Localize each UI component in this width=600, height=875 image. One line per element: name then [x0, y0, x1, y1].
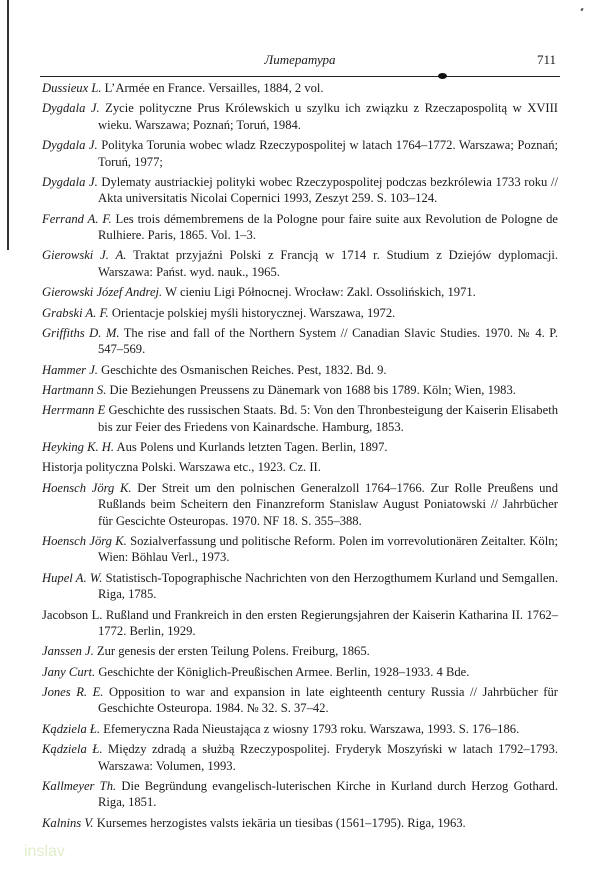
entry-author: Griffiths D. M. — [42, 325, 120, 340]
scan-edge-line — [7, 0, 9, 250]
entry-author: Gierowski J. A. — [42, 248, 127, 263]
bibliography-entry — [42, 100, 558, 133]
bibliography-entry — [42, 741, 558, 774]
entry-author: Gierowski Józef Andrej. — [42, 285, 163, 300]
entry-author: Herrmann E — [42, 403, 106, 418]
entry-text: L’Armée en France. Versailles, 1884, 2 vol. — [101, 81, 324, 95]
entry-text: Der Streit um den polnischen Generalzoll 1764–1766. Zur Rolle Preußens und Rußlands beim Scheitern den Finanzreform Stanislaw August Poniatowski // Jahrbücher für Gescichte Osteuropas. 1970. NF 18. S. 355–388. — [98, 480, 558, 528]
bibliography-entry — [42, 174, 558, 207]
running-title: Литература — [264, 52, 336, 67]
entry-author: Grabski A. F. — [42, 305, 109, 320]
entry-text: Opposition to war and expansion in late eighteenth century Russia // Jahrbücher für Geschichte Osteuropa. 1984. № 32. S. 37–42. — [98, 684, 558, 716]
bibliography-entry — [42, 643, 558, 660]
entry-author: Hartmann S. — [42, 382, 107, 397]
entry-text: Zycie polityczne Prus Królewskich u szylku ich związku z Rzeczapospolitą w XVIII wieku. Warszawa; Poznań; Toruń, 1984. — [98, 101, 559, 132]
bibliography-entry — [42, 607, 558, 640]
bibliography-entry — [42, 284, 558, 301]
scan-speck — [580, 8, 583, 12]
entry-author: Jones R. E. — [42, 684, 104, 699]
ink-blot — [438, 73, 447, 79]
entry-text: Geschichte des russischen Staats. Bd. 5: Von den Thronbesteigung der Kaiserin Elisabeth bis zur Feier des Friedens von Kainardsche. Hamburg, 1853. — [98, 403, 558, 434]
entry-text: Jacobson L. Rußland und Frankreich in den ersten Regierungsjahren der Kaiserin Katharina II. 1762–1772. Berlin, 1929. — [42, 607, 558, 639]
entry-author: Dygdala J. — [42, 174, 98, 189]
entry-author: Dygdala J. — [42, 101, 100, 116]
entry-author: Kallmeyer Th. — [42, 778, 117, 793]
entry-author: Kalnins V. — [42, 815, 94, 830]
entry-author: Jany Curt. — [42, 664, 96, 679]
entry-text: Statistisch-Topographische Nachrichten von den Herzogthumem Kurland und Semgallen. Riga, 1785. — [98, 570, 559, 602]
page-number: 711 — [536, 52, 556, 67]
entry-author: Hammer J. — [42, 362, 98, 377]
bibliography-entry — [42, 402, 558, 435]
entry-text: The rise and fall of the Northern System // Canadian Slavic Studies. 1970. № 4. P. 547–569. — [98, 325, 558, 357]
bibliography-entry — [42, 305, 558, 322]
bibliography-entry — [42, 570, 558, 603]
watermark: inslav — [24, 843, 65, 860]
entry-text: Sozialverfassung und politische Reform. Polen im vorrevolutionären Zeitalter. Köln; Wien: Böhlau Verl., 1973. — [98, 533, 558, 565]
entry-author: Hupel A. W. — [42, 570, 103, 585]
bibliography-entry — [42, 815, 558, 832]
header-rule — [40, 76, 560, 77]
bibliography-entry — [42, 778, 558, 811]
entry-text: W cieniu Ligi Północnej. Wrocław: Zakl. Ossolińskich, 1971. — [162, 285, 476, 300]
entry-text: Aus Polens und Kurlands letzten Tagen. Berlin, 1897. — [114, 440, 388, 455]
bibliography-list — [42, 80, 558, 835]
bibliography-entry — [42, 247, 558, 280]
entry-author: Heyking K. H. — [42, 440, 115, 455]
entry-author: Janssen J. — [42, 644, 94, 659]
entry-text: Geschichte des Osmanischen Reiches. Pest, 1832. Bd. 9. — [97, 362, 387, 377]
entry-text: Die Beziehungen Preussens zu Dänemark von 1688 bis 1789. Köln; Wien, 1983. — [106, 382, 516, 397]
bibliography-entry — [42, 439, 558, 456]
entry-text: Efemeryczna Rada Nieustająca z wiosny 1793 roku. Warszawa, 1993. S. 176–186. — [100, 721, 520, 736]
bibliography-entry — [42, 137, 558, 170]
entry-author: Kądziela Ł. — [42, 742, 103, 757]
entry-author: Hoensch Jörg K. — [42, 533, 127, 548]
entry-text: Między zdradą a służbą Rzeczypospolitej. Fryderyk Moszyński w latach 1792–1793. Warszawa: Volumen, 1993. — [98, 742, 558, 773]
entry-text: Die Begründung evangelisch-luterischen Kirche in Kurland durch Herzog Gothard. Riga, 1851. — [98, 778, 558, 810]
bibliography-entry — [42, 721, 558, 738]
entry-author: Dussieux L. — [42, 81, 102, 95]
entry-text: Geschichte der Königlich-Preußischen Armee. Berlin, 1928–1933. 4 Bde. — [95, 664, 470, 679]
bibliography-entry — [42, 459, 558, 476]
entry-author: Dygdala J. — [42, 138, 98, 153]
entry-author: Ferrand A. F. — [42, 211, 112, 226]
bibliography-entry — [42, 211, 558, 244]
entry-text: Zur genesis der ersten Teilung Polens. Freiburg, 1865. — [93, 644, 370, 659]
bibliography-entry — [42, 480, 558, 530]
bibliography-entry — [42, 664, 558, 681]
entry-text: Kursemes herzogistes valsts iekāria un tiesibas (1561–1795). Riga, 1963. — [93, 815, 466, 830]
entry-author: Kądziela Ł. — [42, 721, 101, 736]
entry-text: Orientacje polskiej myśli historycznej. Warszawa, 1972. — [108, 305, 396, 320]
entry-text: Dylematy austriackiej polityki wobec Rzeczypospolitej podczas bezkrólewia 1733 roku // Akta universitatis Nicolai Copernici 1993, Zeszyt 259. S. 103–124. — [97, 174, 558, 206]
bibliography-entry — [42, 80, 558, 97]
entry-text: Traktat przyjaźni Polski z Francją w 1714 r. Studium z Dziejów dyplomacji. Warszawa: Państ. wyd. nauk., 1965. — [98, 248, 559, 279]
entry-text: Historja polityczna Polski. Warszawa etc., 1923. Cz. II. — [42, 460, 321, 475]
bibliography-entry — [42, 325, 558, 358]
bibliography-entry — [42, 684, 558, 717]
entry-text: Polityka Torunia wobec wladz Rzeczypospolitej w latach 1764–1772. Warszawa; Poznań; Toruń, 1977; — [97, 138, 558, 169]
bibliography-entry — [42, 362, 558, 379]
bibliography-entry — [42, 533, 558, 566]
bibliography-entry — [42, 382, 558, 399]
entry-text: Les trois démembremens de la Pologne pour faire suite aux Revolution de Pologne de Rulhiere. Paris, 1865. Vol. 1–3. — [98, 211, 558, 243]
page-header — [42, 52, 558, 70]
entry-author: Hoensch Jörg K. — [42, 480, 132, 495]
